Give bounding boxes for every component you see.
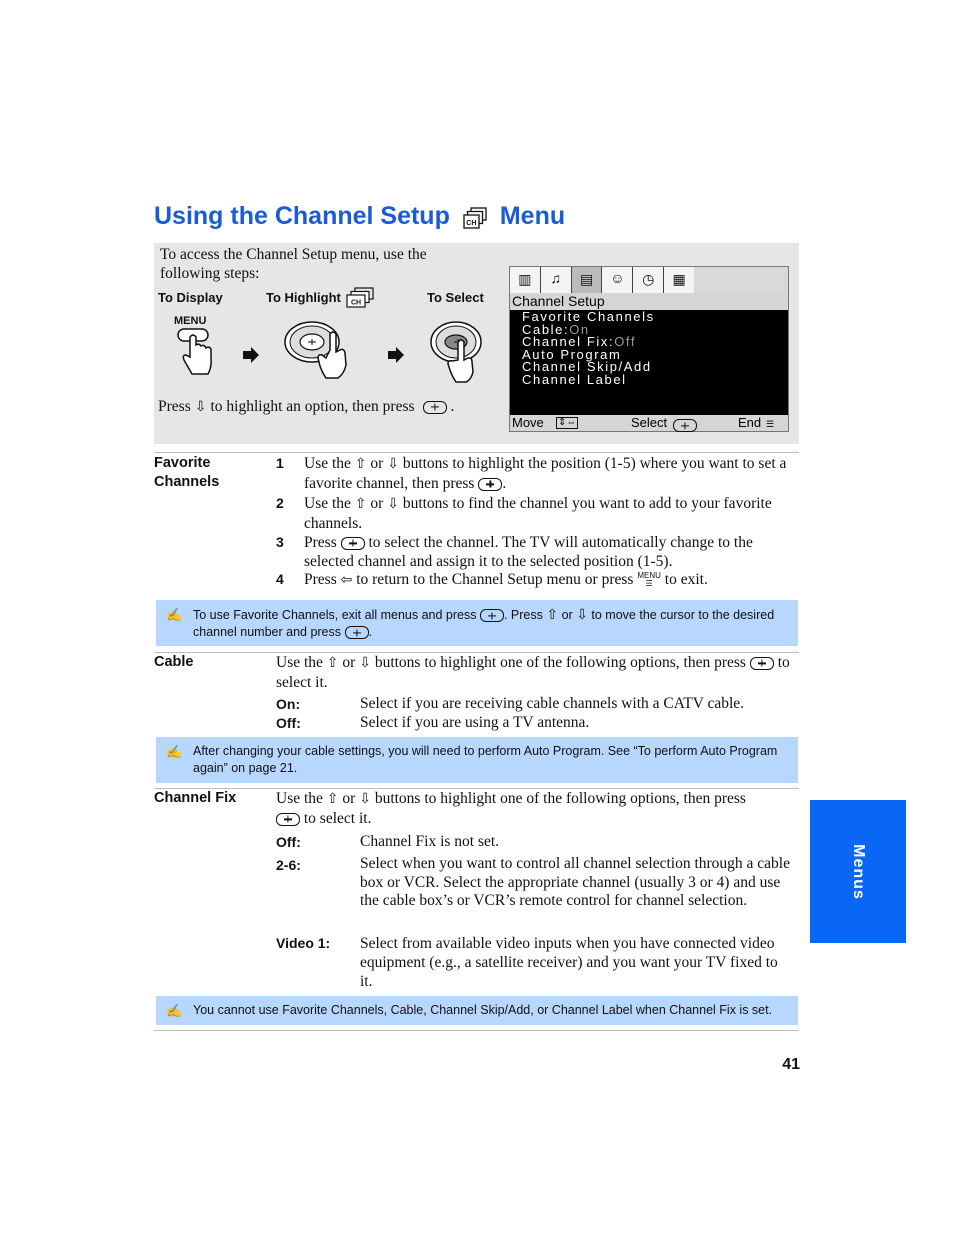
- joystick-select-hand-icon: [428, 320, 486, 384]
- favorite-note: ✍ To use Favorite Channels, exit all menus and press . Press ⇧ or ⇩ to move the cursor to the desired channel number and press .: [156, 600, 798, 646]
- audio-menu-icon: ♫: [541, 267, 572, 293]
- down-arrow-icon: ⇩: [359, 656, 371, 671]
- tv-menu-item: Channel Label: [522, 371, 627, 387]
- video-menu-icon: ▥: [510, 267, 541, 293]
- tv-menu-icon-bar: [510, 267, 694, 294]
- page-title-prefix: Using the Channel Setup: [154, 202, 450, 230]
- select-button-icon: [480, 609, 504, 622]
- step-number: 1: [276, 455, 284, 471]
- section-divider: [154, 452, 799, 453]
- svg-text:CH: CH: [466, 219, 477, 227]
- step-number: 4: [276, 571, 284, 587]
- menu-press-hand-icon: [176, 327, 216, 379]
- favorite-step-2: Use the ⇧ or ⇩ buttons to find the channel you want to add to your favorite channels.: [304, 495, 772, 532]
- tv-icon-bar-filler: [694, 267, 788, 293]
- cable-option-off-value: Select if you are using a TV antenna.: [360, 714, 590, 731]
- tv-screen: [509, 266, 789, 432]
- favorite-step-3: Press to select the channel. The TV will automatically change to the selected channel and assign it to the selected position (1-5).: [304, 534, 753, 570]
- press-text: Press: [158, 398, 191, 415]
- press-after-text: .: [450, 398, 455, 415]
- cable-description: Use the ⇧ or ⇩ buttons to highlight one of the following options, then press to select it.: [276, 654, 790, 691]
- channel-fix-option-key: Video 1:: [276, 935, 331, 951]
- menus-side-tab: [810, 800, 906, 943]
- page-number: 41: [782, 1056, 800, 1073]
- favorite-step-4: Press ⇦ to return to the Channel Setup menu or press MENU ☰ to exit.: [304, 571, 708, 589]
- tv-menu-item: Favorite Channels: [522, 309, 655, 324]
- up-arrow-icon: ⇧: [326, 656, 339, 671]
- tv-menu-item: Channel Skip/Add: [522, 359, 652, 375]
- channel-fix-note: ✍ You cannot use Favorite Channels, Cable, Channel Skip/Add, or Channel Label when Channel Fix is set.: [156, 996, 798, 1025]
- right-arrow-icon-2: [387, 346, 405, 364]
- channel-fix-option-key: 2-6:: [276, 857, 301, 873]
- select-button-icon: [478, 478, 502, 491]
- select-button-icon: [423, 401, 447, 414]
- channel-fix-option-key: Off:: [276, 834, 301, 850]
- left-arrow-icon: ⇦: [340, 573, 353, 588]
- menu-button-icon: MENU ☰: [637, 571, 661, 589]
- move-arrows-icon: ⇕⇔: [558, 417, 577, 428]
- tv-select-button-icon: [673, 419, 697, 432]
- channel-fix-option-value: Select when you want to control all channel selection through a cable box or VCR. Select the appropriate channel (usually 3 or 4) and use the cable box’s or VCR’s remote control for channel selection.: [360, 855, 790, 909]
- cable-heading: Cable: [154, 654, 194, 670]
- cable-option-off-key: Off:: [276, 715, 301, 731]
- note-pencil-icon: ✍: [166, 1003, 183, 1018]
- tv-footer-end: End: [738, 415, 762, 430]
- cable-option-on-value: Select if you are receiving cable channels with a CATV cable.: [360, 695, 745, 712]
- press-middle-text: to highlight an option, then press: [210, 398, 415, 415]
- step-number: 2: [276, 495, 284, 511]
- tv-menu-footer: [510, 415, 788, 431]
- channel-menu-icon: ▤: [572, 267, 603, 293]
- up-arrow-icon: ⇧: [546, 606, 559, 622]
- tv-menu-list: [522, 311, 655, 387]
- channel-fix-option-value: Channel Fix is not set.: [360, 833, 500, 850]
- note-pencil-icon: ✍: [166, 744, 183, 759]
- page-title: [154, 202, 565, 231]
- down-arrow-icon: ⇩: [576, 606, 588, 622]
- tv-menu-title: Channel Setup: [510, 293, 788, 310]
- tv-menu-item: Cable:On: [522, 321, 590, 337]
- up-arrow-icon: ⇧: [326, 792, 339, 807]
- favorite-channels-heading: Favorite Channels: [154, 455, 220, 490]
- timer-menu-icon: ◷: [633, 267, 664, 293]
- section-divider: [154, 1030, 799, 1031]
- side-tab-label: Menus: [850, 844, 867, 900]
- tv-menu-item: Channel Fix:Off: [522, 334, 637, 350]
- tv-footer-move: Move: [512, 415, 544, 430]
- down-arrow-icon: ⇩: [194, 399, 207, 415]
- step-number: 3: [276, 534, 284, 550]
- up-arrow-icon: ⇧: [354, 497, 367, 512]
- setup-menu-icon: ▦: [672, 272, 686, 288]
- right-arrow-icon: [242, 346, 260, 364]
- menu-key-label: MENU: [174, 315, 207, 327]
- select-button-icon: [341, 537, 365, 550]
- intro-text: To access the Channel Setup menu, use the following steps:: [160, 246, 427, 282]
- joystick-highlight-hand-icon: [282, 320, 366, 384]
- step-to-select: To Select: [427, 290, 484, 305]
- tv-footer-select: Select: [631, 415, 668, 430]
- channel-setup-small-icon: [345, 287, 375, 309]
- note-pencil-icon: ✍: [166, 607, 183, 622]
- tv-menu-item: Auto Program: [522, 346, 622, 362]
- channel-fix-option-value: Select from available video inputs when you have connected video equipment (e.g., a satellite receiver) and you want your TV fixed to it.: [360, 935, 778, 990]
- up-arrow-icon: ⇧: [354, 457, 367, 472]
- down-arrow-icon: ⇩: [359, 792, 371, 807]
- channel-setup-icon: [462, 207, 488, 231]
- down-arrow-icon: ⇩: [387, 457, 399, 472]
- svg-text:CH: CH: [351, 299, 362, 307]
- channel-fix-heading: Channel Fix: [154, 790, 237, 806]
- down-arrow-icon: ⇩: [387, 497, 399, 512]
- parent-menu-icon: ☺: [602, 267, 633, 293]
- select-button-icon: [750, 657, 774, 670]
- step-to-highlight: To Highlight: [266, 290, 341, 305]
- step-to-display: To Display: [158, 290, 223, 305]
- intro-press-line: [158, 398, 454, 416]
- select-button-icon: [345, 626, 369, 639]
- menu-end-icon: ☰: [766, 419, 775, 429]
- page-title-suffix: Menu: [499, 202, 566, 230]
- cable-note: ✍ After changing your cable settings, you will need to perform Auto Program. See “To perform Auto Program again” on page 21.: [156, 737, 798, 783]
- favorite-step-1: Use the ⇧ or ⇩ buttons to highlight the position (1-5) where you want to set a favorite channel, then press .: [304, 455, 787, 492]
- channel-fix-description: Use the ⇧ or ⇩ buttons to highlight one of the following options, then press to select it.: [276, 790, 746, 827]
- cable-option-on-key: On:: [276, 696, 301, 712]
- select-button-icon: [276, 813, 300, 826]
